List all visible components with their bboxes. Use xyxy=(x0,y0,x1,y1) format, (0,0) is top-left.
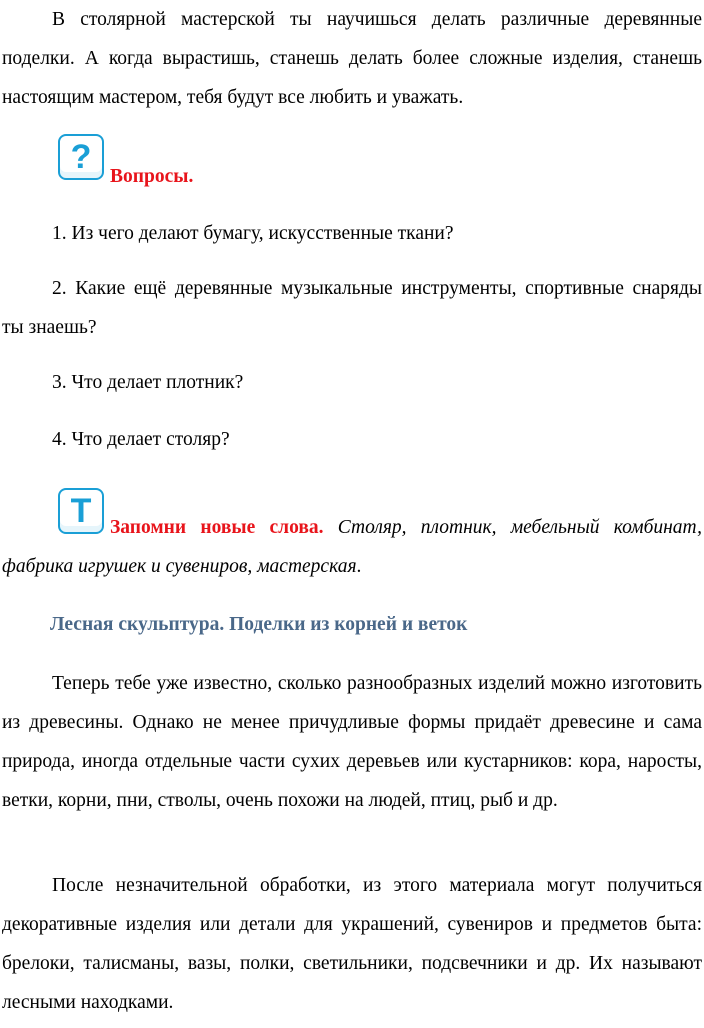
section-heading: Лесная скульптура. Поделки из корней и веток xyxy=(50,614,468,635)
new-words-list: Столяр, плотник, мебельный комбинат, фабрика игрушек и сувениров, мастерская xyxy=(2,517,702,577)
question-mark-icon: ? xyxy=(58,134,104,180)
t-letter-icon: Т xyxy=(58,488,104,534)
paragraph-forest-sculpture: Теперь тебе уже известно, сколько разнообразных изделий можно изготовить из древесины. Однако не менее причудливые формы придаёт древесине и сама природа, иногда отдельные части сухих деревьев или кустарников: кора, наросты, ветки, корни, пни, стволы, очень похожи на людей, птиц, рыб и др. xyxy=(2,673,702,811)
new-words-paragraph: Запомни новые слова. Столяр, плотник, мебельный комбинат, фабрика игрушек и сувениров, мастерская. xyxy=(2,517,702,577)
question-3: 3. Что делает плотник? xyxy=(52,372,244,393)
questions-title: Вопросы. xyxy=(110,166,194,187)
new-words-title: Запомни новые слова. xyxy=(110,517,324,538)
question-1: 1. Из чего делают бумагу, искусственные ткани? xyxy=(52,223,454,244)
paragraph-forest-finds: После незначительной обработки, из этого материала могут получиться декоративные изделия или детали для украшений, сувениров и предметов быта: брелоки, талисманы, вазы, полки, светильники, подсвечники и др. Их называют лесными находками. xyxy=(2,875,702,1013)
paragraph-intro: В столярной мастерской ты научишься делать различные деревянные поделки. А когда вырастишь, станешь делать более сложные изделия, станешь настоящим мастером, тебя будут все любить и уважать. xyxy=(2,9,702,108)
question-2: 2. Какие ещё деревянные музыкальные инструменты, спортивные снаряды ты знаешь? xyxy=(2,278,702,338)
question-4: 4. Что делает столяр? xyxy=(52,429,230,450)
